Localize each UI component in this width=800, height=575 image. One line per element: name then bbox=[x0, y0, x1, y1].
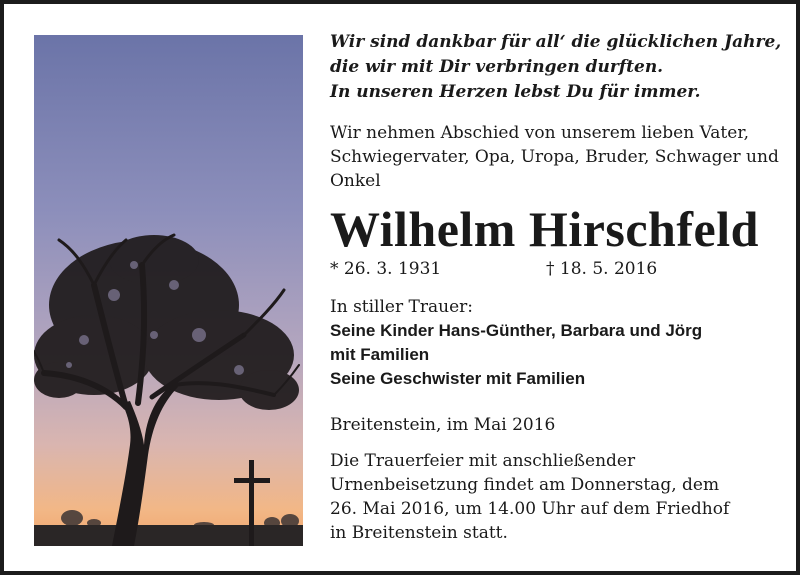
mourning-label: In stiller Trauer: bbox=[330, 297, 473, 317]
ceremony-line: 26. Mai 2016, um 14.00 Uhr auf dem Friedhof bbox=[330, 499, 730, 519]
tree-and-cross-icon bbox=[34, 35, 303, 546]
intro-line: Wir nehmen Abschied von unserem lieben Vater, bbox=[330, 123, 749, 143]
birth-date: * 26. 3. 1931 bbox=[330, 259, 442, 279]
ceremony-notice bbox=[330, 449, 780, 545]
obituary-text bbox=[330, 30, 780, 545]
motto bbox=[330, 30, 780, 105]
ceremony-line: in Breitenstein statt. bbox=[330, 523, 508, 543]
memorial-photo bbox=[34, 35, 303, 546]
ceremony-line: Urnenbeisetzung findet am Donnerstag, dem bbox=[330, 475, 720, 495]
death-date: † 18. 5. 2016 bbox=[546, 259, 658, 279]
intro-line: Schwiegervater, Opa, Uropa, Bruder, Schwager und bbox=[330, 147, 779, 167]
motto-line: Wir sind dankbar für all‘ die glücklichen Jahre, bbox=[330, 32, 782, 52]
motto-line: die wir mit Dir verbringen durften. bbox=[330, 57, 664, 77]
mourner-line: Seine Geschwister mit Familien bbox=[330, 369, 586, 388]
farewell-intro bbox=[330, 121, 780, 193]
life-dates bbox=[330, 257, 780, 281]
motto-line: In unseren Herzen lebst Du für immer. bbox=[330, 82, 701, 102]
mourner-line: Seine Kinder Hans-Günther, Barbara und Jörg bbox=[330, 321, 703, 340]
intro-line: Onkel bbox=[330, 171, 381, 191]
deceased-name: Wilhelm Hirschfeld bbox=[330, 201, 759, 257]
mourner-line: mit Familien bbox=[330, 345, 430, 364]
place-and-date: Breitenstein, im Mai 2016 bbox=[330, 415, 556, 435]
ceremony-line: Die Trauerfeier mit anschließender bbox=[330, 451, 636, 471]
